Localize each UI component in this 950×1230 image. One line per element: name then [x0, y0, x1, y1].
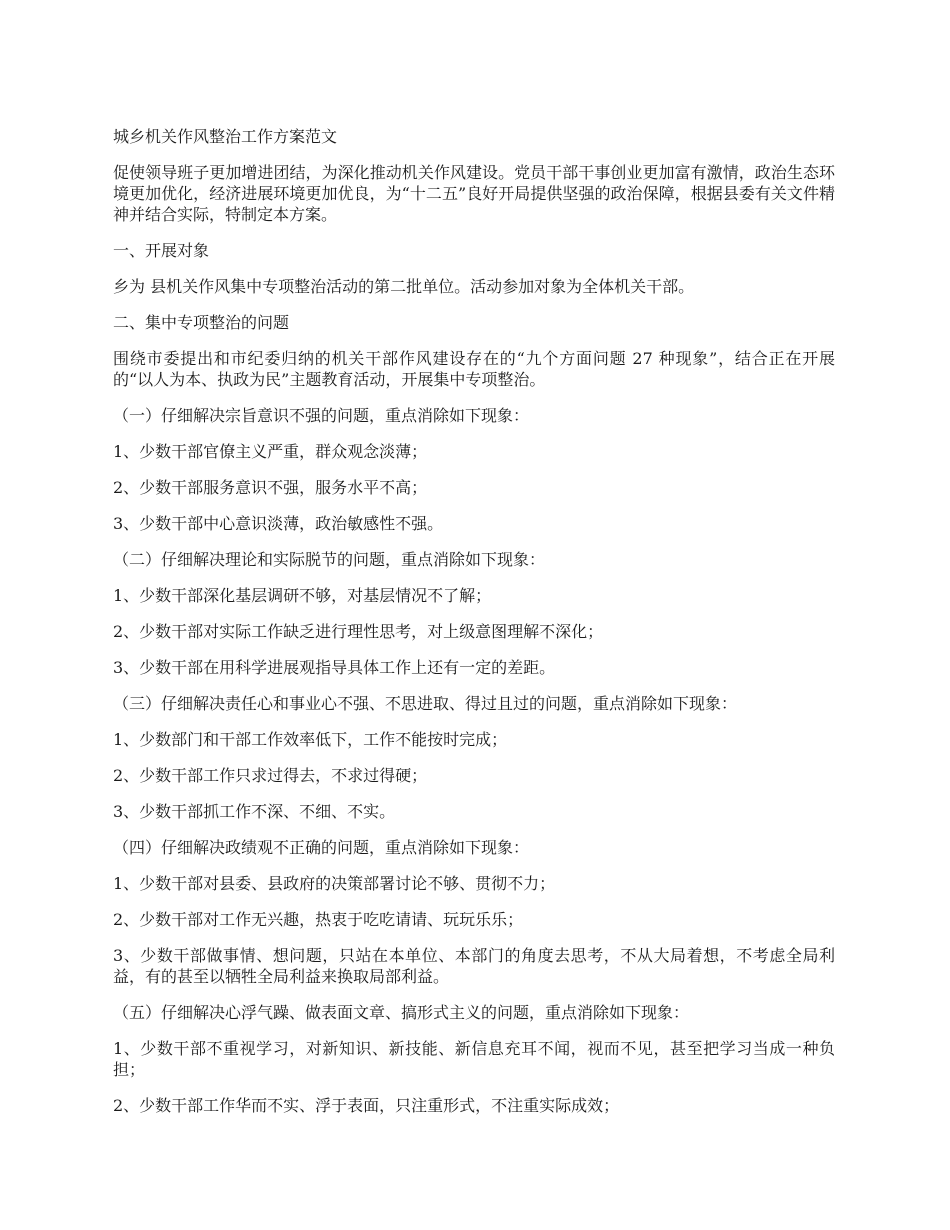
subsection-heading: （一）仔细解决宗旨意识不强的问题，重点消除如下现象：	[113, 406, 530, 425]
subsection-heading: （二）仔细解决理论和实际脱节的问题，重点消除如下现象：	[113, 550, 546, 569]
list-item: 1、少数干部不重视学习，对新知识、新技能、新信息充耳不闻，视而不见，甚至把学习当成一种负担；	[113, 1039, 835, 1079]
section-heading: 二、集中专项整治的问题	[113, 313, 290, 332]
document-page	[113, 126, 835, 1131]
list-item: 2、少数干部对实际工作缺乏进行理性思考，对上级意图理解不深化；	[113, 622, 604, 641]
list-item: 3、少数干部做事情、想问题，只站在本单位、本部门的角度去思考，不从大局着想，不考虑全局利益，有的甚至以牺牲全局利益来换取局部利益。	[113, 946, 835, 986]
list-item: 2、少数干部工作华而不实、浮于表面，只注重形式，不注重实际成效；	[113, 1096, 620, 1115]
paragraph: 乡为 县机关作风集中专项整治活动的第二批单位。活动参加对象为全体机关干部。	[113, 277, 695, 296]
list-item: 3、少数干部在用科学进展观指导具体工作上还有一定的差距。	[113, 658, 556, 677]
list-item: 2、少数干部对工作无兴趣，热衷于吃吃请请、玩玩乐乐；	[113, 910, 524, 929]
list-item: 3、少数干部中心意识淡薄，政治敏感性不强。	[113, 514, 444, 533]
paragraph: 围绕市委提出和市纪委归纳的机关干部作风建设存在的“九个方面问题 27 种现象”，结合正在开展的“以人为本、执政为民”主题教育活动，开展集中专项整治。	[113, 349, 835, 389]
list-item: 2、少数干部工作只求过得去，不求过得硬；	[113, 766, 428, 785]
list-item: 2、少数干部服务意识不强，服务水平不高；	[113, 478, 428, 497]
list-item: 1、少数干部官僚主义严重，群众观念淡薄；	[113, 442, 428, 461]
subsection-heading: （三）仔细解决责任心和事业心不强、不思进取、得过且过的问题，重点消除如下现象：	[113, 694, 738, 713]
document-title: 城乡机关作风整治工作方案范文	[113, 127, 338, 146]
subsection-heading: （四）仔细解决政绩观不正确的问题，重点消除如下现象：	[113, 838, 530, 857]
section-heading: 一、开展对象	[113, 241, 210, 260]
list-item: 1、少数干部对县委、县政府的决策部署讨论不够、贯彻不力；	[113, 874, 556, 893]
list-item: 3、少数干部抓工作不深、不细、不实。	[113, 802, 396, 821]
list-item: 1、少数部门和干部工作效率低下，工作不能按时完成；	[113, 730, 508, 749]
subsection-heading: （五）仔细解决心浮气躁、做表面文章、搞形式主义的问题，重点消除如下现象：	[113, 1003, 690, 1022]
paragraph: 促使领导班子更加增进团结，为深化推动机关作风建设。党员干部干事创业更加富有激情，政治生态环境更加优化，经济进展环境更加优良，为“十二五”良好开局提供坚强的政治保障，根据县委有关文件精神并结合实际，特制定本方案。	[113, 163, 835, 224]
list-item: 1、少数干部深化基层调研不够，对基层情况不了解；	[113, 586, 492, 605]
